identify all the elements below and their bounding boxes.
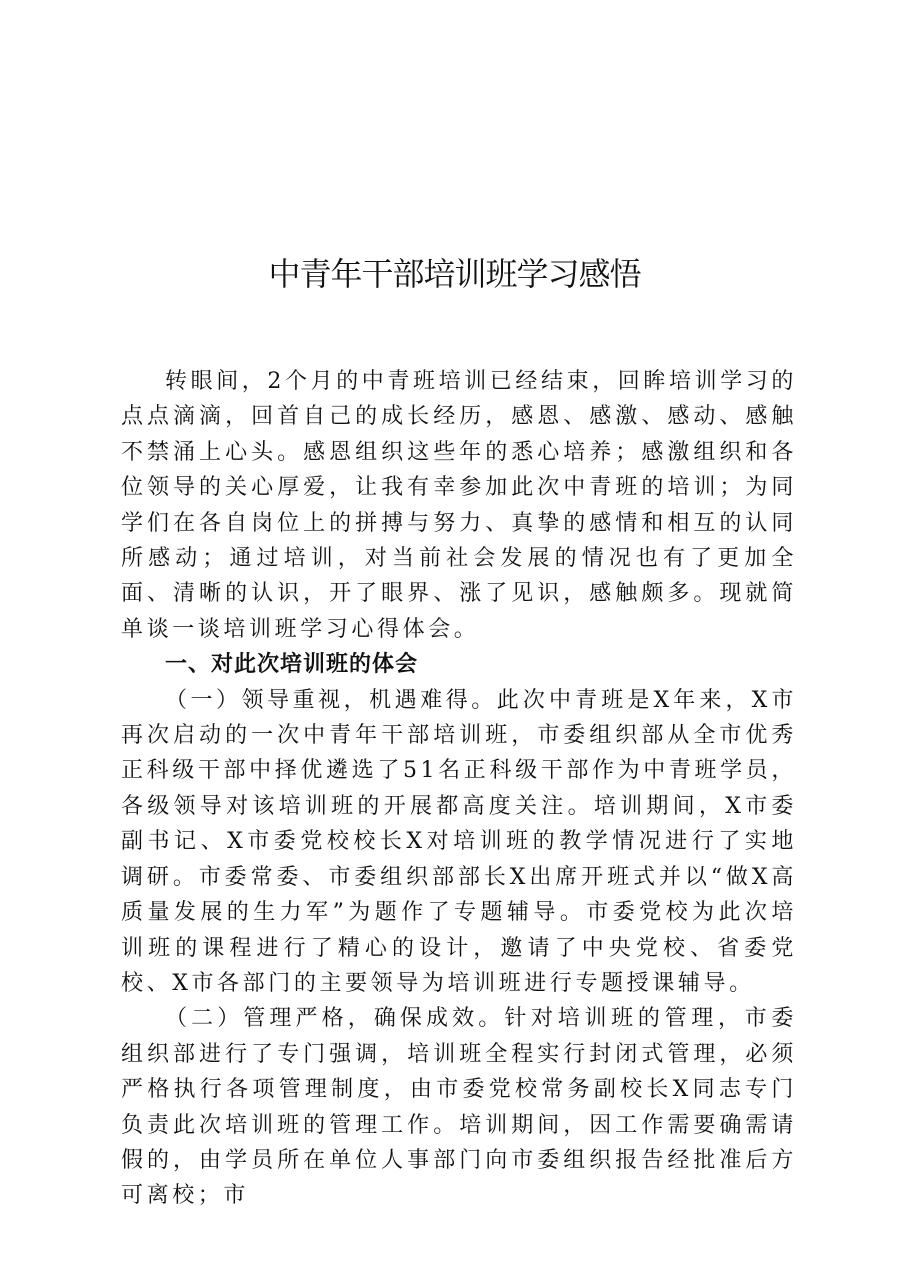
point-2-title: （二）管理严格，确保成效。 [165, 1006, 505, 1032]
point-1-body: 此次中青班是X年来，X市再次启动的一次中青年干部培训班，市委组织部从全市优秀正科级干部中择优遴选了51名正科级干部作为中青班学员，各级领导对该培训班的开展都高度关注。培训期间，X市委副书记、X市委党校校长X对培训班的教学情况进行了实地调研。市委常委、市委组织部部长X出席开班式并以“做X高质量发展的生力军”为题作了专题辅导。市委党校为此次培训班的课程进行了精心的设计，邀请了中央党校、省委党校、X市各部门的主要领导为培训班进行专题授课辅导。 [121, 687, 797, 996]
point-2-body: 针对培训班的管理，市委组织部进行了专门强调，培训班全程实行封闭式管理，必须严格执行各项管理制度，由市委党校常务副校长X同志专门负责此次培训班的管理工作。培训期间，因工作需要确需请假的，由学员所在单位人事部门向市委组织报告经批准后方可离校；市 [121, 1006, 797, 1209]
document-body [121, 364, 797, 1214]
section-heading: 一、对此次培训班的体会 [165, 652, 419, 678]
document-title: 中青年干部培训班学习感悟 [268, 255, 641, 293]
point-2-paragraph [121, 1001, 797, 1213]
point-1-title: （一）领导重视，机遇难得。 [165, 687, 497, 713]
point-1-paragraph [121, 683, 797, 1002]
intro-paragraph: 转眼间，2个月的中青班培训已经结束，回眸培训学习的点点滴滴，回首自己的成长经历，感恩、感激、感动、感触不禁涌上心头。感恩组织这些年的悉心培养；感激组织和各位领导的关心厚爱，让我有幸参加此次中青班的培训；为同学们在各自岗位上的拼搏与努力、真挚的感情和相互的认同所感动；通过培训，对当前社会发展的情况也有了更加全面、清晰的认识，开了眼界、涨了见识，感触颇多。现就简单谈一谈培训班学习心得体会。 [121, 369, 797, 642]
